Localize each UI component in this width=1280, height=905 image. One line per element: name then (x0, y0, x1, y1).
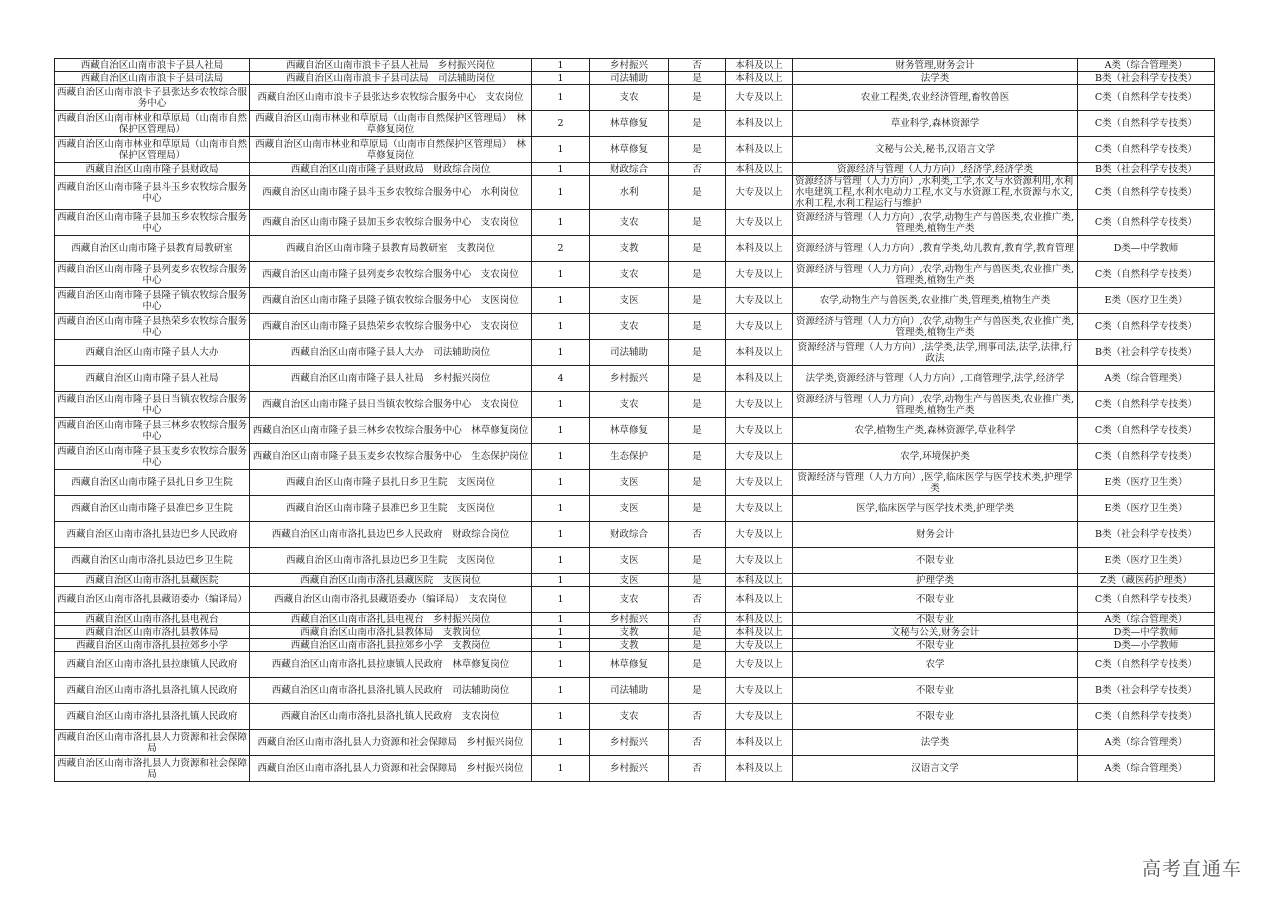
exam-type-cell: Z类（藏医药护理类） (1078, 574, 1215, 587)
education-cell: 本科及以上 (726, 730, 793, 756)
department-cell: 西藏自治区山南市隆子县人社局 (55, 366, 250, 392)
department-cell: 西藏自治区山南市洛扎县拉康镇人民政府 (55, 652, 250, 678)
category-cell: 支医 (590, 288, 669, 314)
major-cell: 农业工程类,农业经济管理,畜牧兽医 (793, 85, 1078, 111)
table-row (55, 678, 1215, 704)
education-cell: 大专及以上 (726, 678, 793, 704)
major-cell: 法学类 (793, 730, 1078, 756)
restriction-cell: 是 (669, 496, 726, 522)
category-cell: 支医 (590, 548, 669, 574)
education-cell: 大专及以上 (726, 392, 793, 418)
table-row (55, 210, 1215, 236)
restriction-cell: 是 (669, 392, 726, 418)
major-cell: 财务管理,财务会计 (793, 59, 1078, 72)
major-cell: 草业科学,森林资源学 (793, 111, 1078, 137)
department-cell: 西藏自治区山南市洛扎县洛扎镇人民政府 (55, 704, 250, 730)
position-cell: 西藏自治区山南市隆子县玉麦乡农牧综合服务中心 生态保护岗位 (250, 444, 532, 470)
department-cell: 西藏自治区山南市林业和草原局（山南市自然保护区管理局） (55, 111, 250, 137)
restriction-cell: 是 (669, 111, 726, 137)
major-cell: 法学类 (793, 72, 1078, 85)
table-row (55, 574, 1215, 587)
category-cell: 乡村振兴 (590, 59, 669, 72)
table-row (55, 756, 1215, 782)
headcount-cell: 1 (532, 262, 590, 288)
position-cell: 西藏自治区山南市隆子县财政局 财政综合岗位 (250, 163, 532, 176)
major-cell: 不限专业 (793, 639, 1078, 652)
department-cell: 西藏自治区山南市浪卡子县张达乡农牧综合服务中心 (55, 85, 250, 111)
category-cell: 财政综合 (590, 163, 669, 176)
exam-type-cell: C类（自然科学专技类） (1078, 392, 1215, 418)
education-cell: 本科及以上 (726, 59, 793, 72)
table-row (55, 470, 1215, 496)
restriction-cell: 是 (669, 176, 726, 210)
exam-type-cell: C类（自然科学专技类） (1078, 314, 1215, 340)
department-cell: 西藏自治区山南市隆子县列麦乡农牧综合服务中心 (55, 262, 250, 288)
headcount-cell: 2 (532, 236, 590, 262)
major-cell: 不限专业 (793, 548, 1078, 574)
exam-type-cell: E类（医疗卫生类） (1078, 288, 1215, 314)
major-cell: 农学 (793, 652, 1078, 678)
category-cell: 林草修复 (590, 111, 669, 137)
exam-type-cell: A类（综合管理类） (1078, 613, 1215, 626)
position-cell: 西藏自治区山南市洛扎县人力资源和社会保障局 乡村振兴岗位 (250, 730, 532, 756)
category-cell: 财政综合 (590, 522, 669, 548)
watermark-text: 高考直通车 (1142, 858, 1243, 880)
position-cell: 西藏自治区山南市隆子县隆子镇农牧综合服务中心 支医岗位 (250, 288, 532, 314)
headcount-cell: 1 (532, 176, 590, 210)
headcount-cell: 1 (532, 613, 590, 626)
department-cell: 西藏自治区山南市洛扎县边巴乡卫生院 (55, 548, 250, 574)
restriction-cell: 是 (669, 137, 726, 163)
major-cell: 资源经济与管理（人力方向）,医学,临床医学与医学技术类,护理学类 (793, 470, 1078, 496)
position-cell: 西藏自治区山南市洛扎县边巴乡人民政府 财政综合岗位 (250, 522, 532, 548)
department-cell: 西藏自治区山南市隆子县扎日乡卫生院 (55, 470, 250, 496)
restriction-cell: 是 (669, 85, 726, 111)
exam-type-cell: A类（综合管理类） (1078, 366, 1215, 392)
exam-type-cell: B类（社会科学专技类） (1078, 72, 1215, 85)
category-cell: 乡村振兴 (590, 613, 669, 626)
major-cell: 财务会计 (793, 522, 1078, 548)
education-cell: 大专及以上 (726, 652, 793, 678)
education-cell: 大专及以上 (726, 210, 793, 236)
position-cell: 西藏自治区山南市洛扎县人力资源和社会保障局 乡村振兴岗位 (250, 756, 532, 782)
department-cell: 西藏自治区山南市隆子县财政局 (55, 163, 250, 176)
exam-type-cell: B类（社会科学专技类） (1078, 522, 1215, 548)
department-cell: 西藏自治区山南市洛扎县电视台 (55, 613, 250, 626)
education-cell: 大专及以上 (726, 470, 793, 496)
exam-type-cell: C类（自然科学专技类） (1078, 137, 1215, 163)
category-cell: 支医 (590, 496, 669, 522)
restriction-cell: 否 (669, 587, 726, 613)
major-cell: 资源经济与管理（人力方向）,法学类,法学,刑事司法,法学,法律,行政法 (793, 340, 1078, 366)
category-cell: 水利 (590, 176, 669, 210)
major-cell: 资源经济与管理（人力方向）,农学,动物生产与兽医类,农业推广类,管理类,植物生产类 (793, 262, 1078, 288)
restriction-cell: 是 (669, 210, 726, 236)
table-row (55, 626, 1215, 639)
education-cell: 本科及以上 (726, 366, 793, 392)
education-cell: 本科及以上 (726, 72, 793, 85)
department-cell: 西藏自治区山南市洛扎县藏医院 (55, 574, 250, 587)
department-cell: 西藏自治区山南市洛扎县教体局 (55, 626, 250, 639)
restriction-cell: 否 (669, 163, 726, 176)
position-cell: 西藏自治区山南市隆子县斗玉乡农牧综合服务中心 水利岗位 (250, 176, 532, 210)
department-cell: 西藏自治区山南市浪卡子县人社局 (55, 59, 250, 72)
exam-type-cell: B类（社会科学专技类） (1078, 340, 1215, 366)
exam-type-cell: A类（综合管理类） (1078, 730, 1215, 756)
headcount-cell: 1 (532, 574, 590, 587)
exam-type-cell: B类（社会科学专技类） (1078, 678, 1215, 704)
exam-type-cell: C类（自然科学专技类） (1078, 176, 1215, 210)
restriction-cell: 是 (669, 678, 726, 704)
restriction-cell: 否 (669, 522, 726, 548)
education-cell: 大专及以上 (726, 704, 793, 730)
position-cell: 西藏自治区山南市洛扎县边巴乡卫生院 支医岗位 (250, 548, 532, 574)
table-row (55, 587, 1215, 613)
position-cell: 西藏自治区山南市洛扎县洛扎镇人民政府 支农岗位 (250, 704, 532, 730)
major-cell: 农学,环境保护类 (793, 444, 1078, 470)
education-cell: 本科及以上 (726, 574, 793, 587)
restriction-cell: 是 (669, 548, 726, 574)
education-cell: 大专及以上 (726, 496, 793, 522)
headcount-cell: 1 (532, 756, 590, 782)
position-cell: 西藏自治区山南市洛扎县教体局 支教岗位 (250, 626, 532, 639)
department-cell: 西藏自治区山南市洛扎县人力资源和社会保障局 (55, 730, 250, 756)
restriction-cell: 否 (669, 613, 726, 626)
education-cell: 大专及以上 (726, 639, 793, 652)
headcount-cell: 1 (532, 652, 590, 678)
table-row (55, 548, 1215, 574)
major-cell: 不限专业 (793, 704, 1078, 730)
position-cell: 西藏自治区山南市隆子县准巴乡卫生院 支医岗位 (250, 496, 532, 522)
category-cell: 支农 (590, 392, 669, 418)
headcount-cell: 1 (532, 59, 590, 72)
restriction-cell: 是 (669, 366, 726, 392)
education-cell: 大专及以上 (726, 288, 793, 314)
restriction-cell: 是 (669, 574, 726, 587)
exam-type-cell: B类（社会科学专技类） (1078, 163, 1215, 176)
restriction-cell: 否 (669, 59, 726, 72)
table-row (55, 314, 1215, 340)
table-row (55, 72, 1215, 85)
department-cell: 西藏自治区山南市洛扎县人力资源和社会保障局 (55, 756, 250, 782)
headcount-cell: 1 (532, 548, 590, 574)
major-cell: 汉语言文学 (793, 756, 1078, 782)
education-cell: 本科及以上 (726, 756, 793, 782)
category-cell: 林草修复 (590, 418, 669, 444)
major-cell: 资源经济与管理（人力方向）,农学,动物生产与兽医类,农业推广类,管理类,植物生产类 (793, 210, 1078, 236)
table-row (55, 262, 1215, 288)
department-cell: 西藏自治区山南市浪卡子县司法局 (55, 72, 250, 85)
exam-type-cell: E类（医疗卫生类） (1078, 470, 1215, 496)
table-row (55, 288, 1215, 314)
education-cell: 大专及以上 (726, 314, 793, 340)
position-cell: 西藏自治区山南市洛扎县拉康镇人民政府 林草修复岗位 (250, 652, 532, 678)
restriction-cell: 是 (669, 444, 726, 470)
education-cell: 本科及以上 (726, 236, 793, 262)
position-cell: 西藏自治区山南市隆子县日当镇农牧综合服务中心 支农岗位 (250, 392, 532, 418)
education-cell: 本科及以上 (726, 111, 793, 137)
position-cell: 西藏自治区山南市隆子县人社局 乡村振兴岗位 (250, 366, 532, 392)
headcount-cell: 1 (532, 730, 590, 756)
education-cell: 大专及以上 (726, 444, 793, 470)
category-cell: 生态保护 (590, 444, 669, 470)
category-cell: 支教 (590, 236, 669, 262)
category-cell: 支农 (590, 210, 669, 236)
position-cell: 西藏自治区山南市隆子县人大办 司法辅助岗位 (250, 340, 532, 366)
position-cell: 西藏自治区山南市隆子县热荣乡农牧综合服务中心 支农岗位 (250, 314, 532, 340)
category-cell: 司法辅助 (590, 678, 669, 704)
education-cell: 大专及以上 (726, 85, 793, 111)
headcount-cell: 1 (532, 137, 590, 163)
major-cell: 农学,植物生产类,森林资源学,草业科学 (793, 418, 1078, 444)
category-cell: 支教 (590, 626, 669, 639)
category-cell: 支农 (590, 262, 669, 288)
major-cell: 不限专业 (793, 613, 1078, 626)
table-row (55, 392, 1215, 418)
category-cell: 支农 (590, 704, 669, 730)
department-cell: 西藏自治区山南市洛扎县藏语委办（编译局） (55, 587, 250, 613)
department-cell: 西藏自治区山南市洛扎县边巴乡人民政府 (55, 522, 250, 548)
education-cell: 大专及以上 (726, 548, 793, 574)
recruitment-table (54, 58, 1214, 782)
department-cell: 西藏自治区山南市隆子县玉麦乡农牧综合服务中心 (55, 444, 250, 470)
restriction-cell: 是 (669, 652, 726, 678)
table-row (55, 163, 1215, 176)
exam-type-cell: D类—小学教师 (1078, 639, 1215, 652)
restriction-cell: 是 (669, 314, 726, 340)
table-row (55, 366, 1215, 392)
restriction-cell: 是 (669, 626, 726, 639)
headcount-cell: 1 (532, 704, 590, 730)
exam-type-cell: C类（自然科学专技类） (1078, 85, 1215, 111)
headcount-cell: 1 (532, 314, 590, 340)
headcount-cell: 1 (532, 444, 590, 470)
restriction-cell: 是 (669, 418, 726, 444)
table-row (55, 522, 1215, 548)
table-row (55, 111, 1215, 137)
exam-type-cell: C类（自然科学专技类） (1078, 652, 1215, 678)
major-cell: 资源经济与管理（人力方向）,水利类,工学,水文与水资源利用,水利水电建筑工程,水利水电动力工程,水文与水资源工程,水资源与水文,水利工程,水利工程运行与维护 (793, 176, 1078, 210)
education-cell: 大专及以上 (726, 262, 793, 288)
headcount-cell: 1 (532, 587, 590, 613)
headcount-cell: 1 (532, 72, 590, 85)
exam-type-cell: C类（自然科学专技类） (1078, 262, 1215, 288)
positions-table (54, 58, 1215, 782)
restriction-cell: 否 (669, 756, 726, 782)
department-cell: 西藏自治区山南市隆子县斗玉乡农牧综合服务中心 (55, 176, 250, 210)
department-cell: 西藏自治区山南市隆子县加玉乡农牧综合服务中心 (55, 210, 250, 236)
restriction-cell: 是 (669, 639, 726, 652)
table-row (55, 639, 1215, 652)
category-cell: 林草修复 (590, 137, 669, 163)
major-cell: 农学,动物生产与兽医类,农业推广类,管理类,植物生产类 (793, 288, 1078, 314)
headcount-cell: 1 (532, 522, 590, 548)
major-cell: 资源经济与管理（人力方向）,农学,动物生产与兽医类,农业推广类,管理类,植物生产类 (793, 314, 1078, 340)
table-row (55, 137, 1215, 163)
category-cell: 支医 (590, 470, 669, 496)
position-cell: 西藏自治区山南市浪卡子县张达乡农牧综合服务中心 支农岗位 (250, 85, 532, 111)
category-cell: 司法辅助 (590, 72, 669, 85)
headcount-cell: 1 (532, 340, 590, 366)
headcount-cell: 1 (532, 678, 590, 704)
table-row (55, 176, 1215, 210)
position-cell: 西藏自治区山南市洛扎县洛扎镇人民政府 司法辅助岗位 (250, 678, 532, 704)
education-cell: 本科及以上 (726, 340, 793, 366)
table-row (55, 85, 1215, 111)
table-row (55, 59, 1215, 72)
category-cell: 乡村振兴 (590, 730, 669, 756)
education-cell: 本科及以上 (726, 137, 793, 163)
category-cell: 支教 (590, 639, 669, 652)
department-cell: 西藏自治区山南市林业和草原局（山南市自然保护区管理局） (55, 137, 250, 163)
exam-type-cell: C类（自然科学专技类） (1078, 111, 1215, 137)
position-cell: 西藏自治区山南市林业和草原局（山南市自然保护区管理局） 林草修复岗位 (250, 111, 532, 137)
restriction-cell: 是 (669, 72, 726, 85)
department-cell: 西藏自治区山南市隆子县人大办 (55, 340, 250, 366)
exam-type-cell: D类—中学教师 (1078, 236, 1215, 262)
category-cell: 支医 (590, 574, 669, 587)
headcount-cell: 1 (532, 418, 590, 444)
restriction-cell: 是 (669, 340, 726, 366)
position-cell: 西藏自治区山南市隆子县列麦乡农牧综合服务中心 支农岗位 (250, 262, 532, 288)
position-cell: 西藏自治区山南市洛扎县藏医院 支医岗位 (250, 574, 532, 587)
major-cell: 资源经济与管理（人力方向）,教育学类,幼儿教育,教育学,教育管理 (793, 236, 1078, 262)
exam-type-cell: C类（自然科学专技类） (1078, 444, 1215, 470)
exam-type-cell: E类（医疗卫生类） (1078, 496, 1215, 522)
table-row (55, 496, 1215, 522)
education-cell: 本科及以上 (726, 626, 793, 639)
department-cell: 西藏自治区山南市隆子县隆子镇农牧综合服务中心 (55, 288, 250, 314)
position-cell: 西藏自治区山南市隆子县教育局教研室 支教岗位 (250, 236, 532, 262)
major-cell: 文秘与公关,财务会计 (793, 626, 1078, 639)
category-cell: 司法辅助 (590, 340, 669, 366)
headcount-cell: 1 (532, 288, 590, 314)
category-cell: 支农 (590, 587, 669, 613)
table-row (55, 652, 1215, 678)
table-row (55, 236, 1215, 262)
exam-type-cell: A类（综合管理类） (1078, 756, 1215, 782)
exam-type-cell: C类（自然科学专技类） (1078, 704, 1215, 730)
exam-type-cell: E类（医疗卫生类） (1078, 548, 1215, 574)
restriction-cell: 是 (669, 262, 726, 288)
education-cell: 本科及以上 (726, 163, 793, 176)
category-cell: 支农 (590, 314, 669, 340)
category-cell: 支农 (590, 85, 669, 111)
major-cell: 护理学类 (793, 574, 1078, 587)
education-cell: 本科及以上 (726, 587, 793, 613)
position-cell: 西藏自治区山南市洛扎县电视台 乡村振兴岗位 (250, 613, 532, 626)
position-cell: 西藏自治区山南市浪卡子县人社局 乡村振兴岗位 (250, 59, 532, 72)
headcount-cell: 1 (532, 639, 590, 652)
restriction-cell: 否 (669, 730, 726, 756)
position-cell: 西藏自治区山南市隆子县扎日乡卫生院 支医岗位 (250, 470, 532, 496)
major-cell: 文秘与公关,秘书,汉语言文学 (793, 137, 1078, 163)
headcount-cell: 1 (532, 85, 590, 111)
major-cell: 法学类,资源经济与管理（人力方向）,工商管理学,法学,经济学 (793, 366, 1078, 392)
position-cell: 西藏自治区山南市隆子县加玉乡农牧综合服务中心 支农岗位 (250, 210, 532, 236)
department-cell: 西藏自治区山南市洛扎县拉郊乡小学 (55, 639, 250, 652)
education-cell: 大专及以上 (726, 418, 793, 444)
headcount-cell: 1 (532, 496, 590, 522)
exam-type-cell: C类（自然科学专技类） (1078, 210, 1215, 236)
headcount-cell: 4 (532, 366, 590, 392)
education-cell: 大专及以上 (726, 176, 793, 210)
restriction-cell: 是 (669, 236, 726, 262)
department-cell: 西藏自治区山南市洛扎县洛扎镇人民政府 (55, 678, 250, 704)
position-cell: 西藏自治区山南市浪卡子县司法局 司法辅助岗位 (250, 72, 532, 85)
major-cell: 不限专业 (793, 678, 1078, 704)
headcount-cell: 1 (532, 210, 590, 236)
major-cell: 资源经济与管理（人力方向）,农学,动物生产与兽医类,农业推广类,管理类,植物生产类 (793, 392, 1078, 418)
restriction-cell: 是 (669, 470, 726, 496)
major-cell: 资源经济与管理（人力方向）,经济学,经济学类 (793, 163, 1078, 176)
category-cell: 林草修复 (590, 652, 669, 678)
position-cell: 西藏自治区山南市洛扎县藏语委办（编译局） 支农岗位 (250, 587, 532, 613)
position-cell: 西藏自治区山南市洛扎县拉郊乡小学 支教岗位 (250, 639, 532, 652)
headcount-cell: 1 (532, 626, 590, 639)
department-cell: 西藏自治区山南市隆子县准巴乡卫生院 (55, 496, 250, 522)
table-row (55, 340, 1215, 366)
table-row (55, 704, 1215, 730)
category-cell: 乡村振兴 (590, 366, 669, 392)
table-row (55, 444, 1215, 470)
major-cell: 医学,临床医学与医学技术类,护理学类 (793, 496, 1078, 522)
restriction-cell: 是 (669, 288, 726, 314)
table-row (55, 613, 1215, 626)
table-row (55, 418, 1215, 444)
table-row (55, 730, 1215, 756)
education-cell: 大专及以上 (726, 522, 793, 548)
table-body (55, 59, 1215, 782)
exam-type-cell: C类（自然科学专技类） (1078, 587, 1215, 613)
position-cell: 西藏自治区山南市隆子县三林乡农牧综合服务中心 林草修复岗位 (250, 418, 532, 444)
headcount-cell: 1 (532, 163, 590, 176)
department-cell: 西藏自治区山南市隆子县热荣乡农牧综合服务中心 (55, 314, 250, 340)
major-cell: 不限专业 (793, 587, 1078, 613)
position-cell: 西藏自治区山南市林业和草原局（山南市自然保护区管理局） 林草修复岗位 (250, 137, 532, 163)
headcount-cell: 2 (532, 111, 590, 137)
headcount-cell: 1 (532, 392, 590, 418)
exam-type-cell: A类（综合管理类） (1078, 59, 1215, 72)
department-cell: 西藏自治区山南市隆子县三林乡农牧综合服务中心 (55, 418, 250, 444)
restriction-cell: 否 (669, 704, 726, 730)
education-cell: 本科及以上 (726, 613, 793, 626)
category-cell: 乡村振兴 (590, 756, 669, 782)
exam-type-cell: C类（自然科学专技类） (1078, 418, 1215, 444)
exam-type-cell: D类—中学教师 (1078, 626, 1215, 639)
department-cell: 西藏自治区山南市隆子县日当镇农牧综合服务中心 (55, 392, 250, 418)
headcount-cell: 1 (532, 470, 590, 496)
department-cell: 西藏自治区山南市隆子县教育局教研室 (55, 236, 250, 262)
